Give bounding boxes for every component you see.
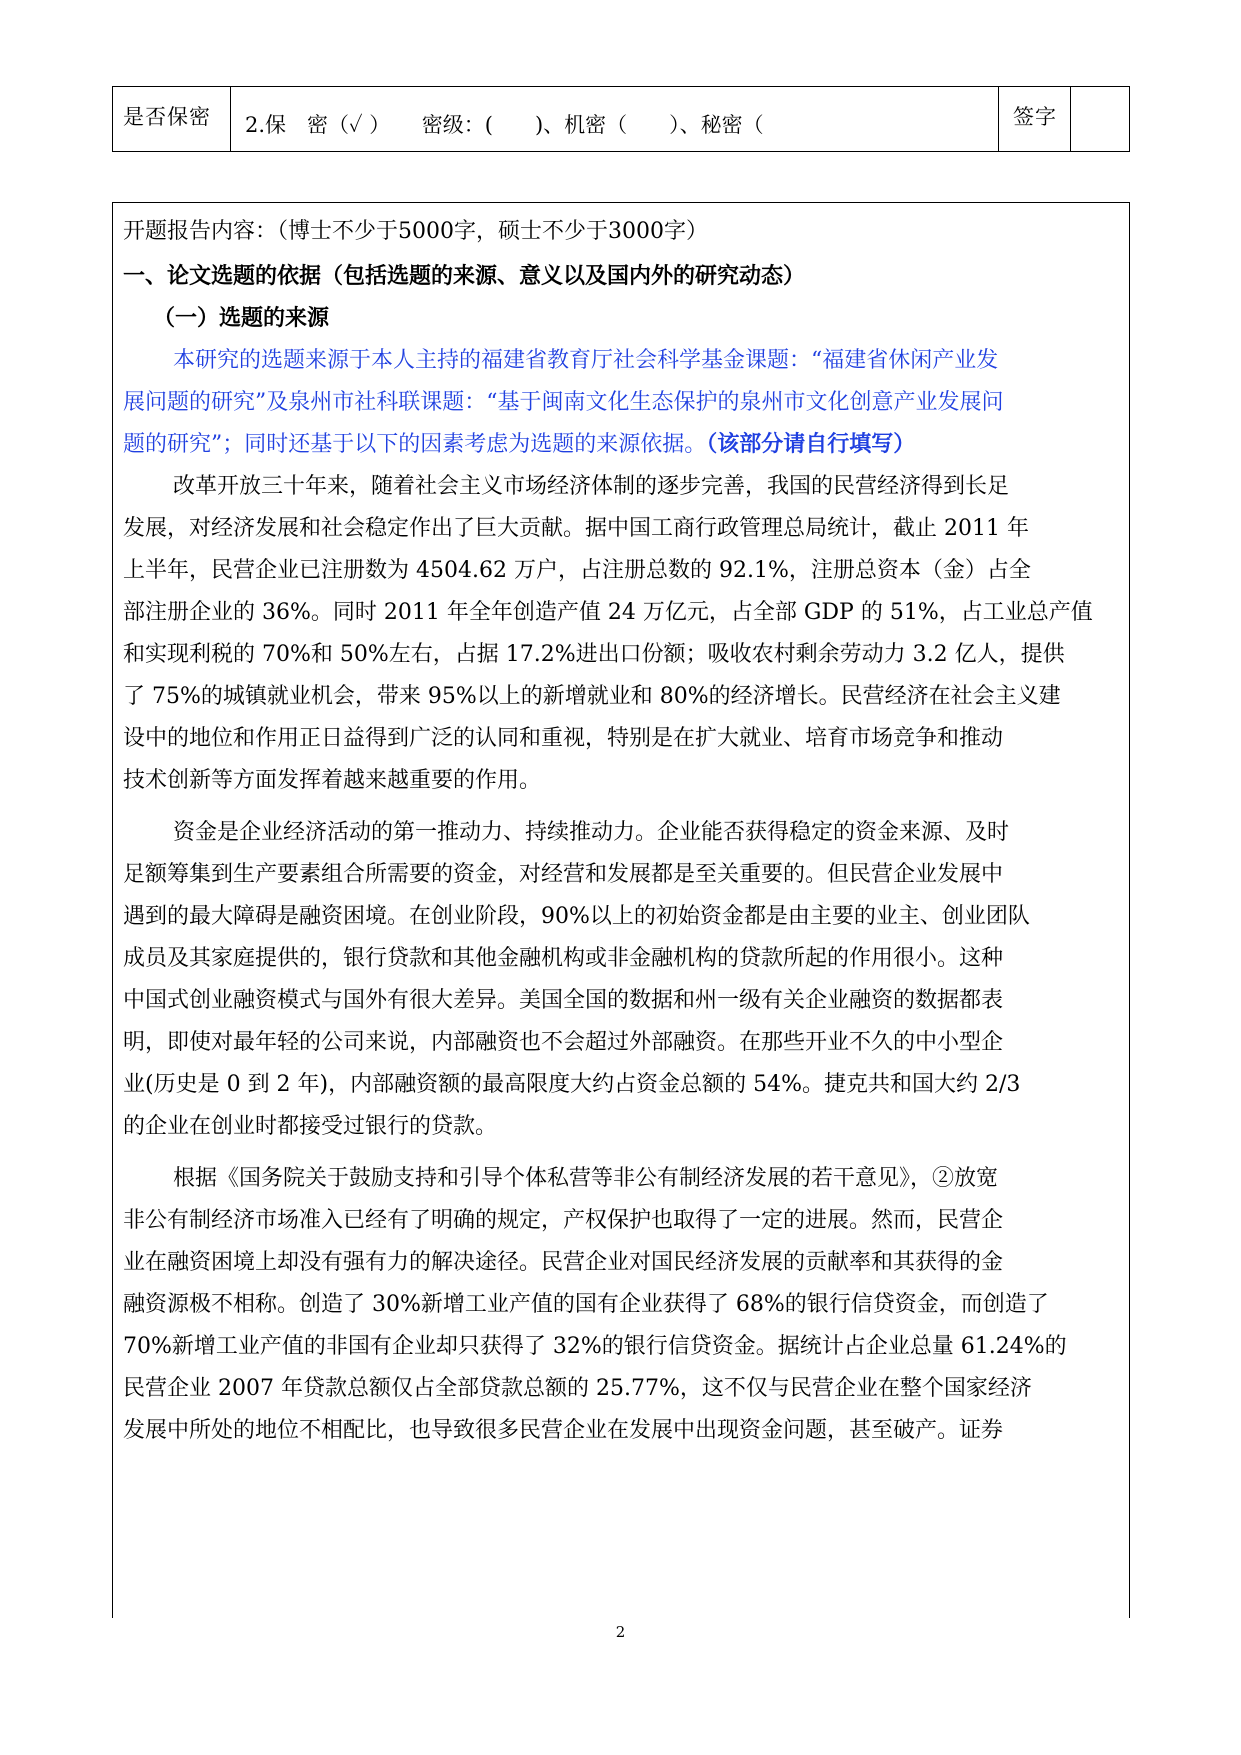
source-line-text: 题的研究”；同时还基于以下的因素考虑为选题的来源依据。	[123, 432, 707, 457]
para2-line: 业(历史是 0 到 2 年)，内部融资额的最高限度大约占资金总额的 54%。捷克共和国大约 2/3	[123, 1072, 1021, 1097]
para1-line: 部注册企业的 36%。同时 2011 年全年创造产值 24 万亿元，占全部 GDP 的 51%，占工业总产值	[123, 600, 1093, 625]
secrecy-level-cell	[231, 87, 999, 151]
source-line: 展问题的研究”及泉州市社科联课题：“基于闽南文化生态保护的泉州市文化创意产业发展问	[123, 390, 1004, 415]
subsection-title: （一）选题的来源	[153, 306, 330, 331]
sign-label: 签字	[1013, 105, 1057, 129]
para2-line: 的企业在创业时都接受过银行的贷款。	[123, 1114, 498, 1139]
section-title: 一、论文选题的依据（包括选题的来源、意义以及国内外的研究动态）	[123, 264, 806, 289]
para3-line: 民营企业 2007 年贷款总额仅占全部贷款总额的 25.77%，这不仅与民营企业在整个国家经济	[123, 1376, 1032, 1401]
para1-line: 上半年，民营企业已注册数为 4504.62 万户，占注册总数的 92.1%，注册总资本（金）占全	[123, 558, 1031, 583]
fill-in-note: （该部分请自行填写）	[706, 432, 916, 457]
para1-line: 技术创新等方面发挥着越来越重要的作用。	[123, 768, 542, 793]
para3-line: 发展中所处的地位不相配比，也导致很多民营企业在发展中出现资金问题，甚至破产。证券	[123, 1418, 1004, 1443]
page-number: 2	[615, 1623, 626, 1641]
para1-line: 改革开放三十年来，随着社会主义市场经济体制的逐步完善，我国的民营经济得到长足	[173, 474, 1010, 499]
report-content-box	[112, 202, 1130, 1618]
para3-line: 非公有制经济市场准入已经有了明确的规定，产权保护也取得了一定的进展。然而，民营企	[123, 1208, 1004, 1233]
secrecy-level-text: 2.保 密（✓ ） 密级：( )、机密（ ）、秘密（	[245, 113, 764, 137]
secrecy-table	[112, 86, 1130, 152]
sign-label-cell	[999, 87, 1071, 151]
source-line	[123, 432, 1119, 458]
content-header: 开题报告内容：（博士不少于5000字，硕士不少于3000字）	[123, 219, 708, 244]
secrecy-label: 是否保密	[123, 105, 211, 129]
para2-line: 资金是企业经济活动的第一推动力、持续推动力。企业能否获得稳定的资金来源、及时	[173, 820, 1010, 845]
para1-line: 设中的地位和作用正日益得到广泛的认同和重视，特别是在扩大就业、培育市场竞争和推动	[123, 726, 1004, 751]
sign-field[interactable]	[1071, 87, 1131, 151]
para2-line: 遇到的最大障碍是融资困境。在创业阶段，90%以上的初始资金都是由主要的业主、创业团队	[123, 904, 1030, 929]
para2-line: 明，即使对最年轻的公司来说，内部融资也不会超过外部融资。在那些开业不久的中小型企	[123, 1030, 1004, 1055]
para2-line: 中国式创业融资模式与国外有很大差异。美国全国的数据和州一级有关企业融资的数据都表	[123, 988, 1004, 1013]
para1-line: 了 75%的城镇就业机会，带来 95%以上的新增就业和 80%的经济增长。民营经济在社会主义建	[123, 684, 1061, 709]
para2-line: 足额筹集到生产要素组合所需要的资金，对经营和发展都是至关重要的。但民营企业发展中	[123, 862, 1004, 887]
para1-line: 发展，对经济发展和社会稳定作出了巨大贡献。据中国工商行政管理总局统计，截止 2011 年	[123, 516, 1029, 541]
para2-line: 成员及其家庭提供的，银行贷款和其他金融机构或非金融机构的贷款所起的作用很小。这种	[123, 946, 1004, 971]
para1-line: 和实现利税的 70%和 50%左右，占据 17.2%进出口份额；吸收农村剩余劳动力 3.2 亿人，提供	[123, 642, 1065, 667]
para3-line: 根据《国务院关于鼓励支持和引导个体私营等非公有制经济发展的若干意见》，②放宽	[173, 1166, 999, 1191]
secrecy-label-cell	[113, 87, 231, 151]
para3-line: 70%新增工业产值的非国有企业却只获得了 32%的银行信贷资金。据统计占企业总量 61.24%的	[123, 1334, 1067, 1359]
para3-line: 融资源极不相称。创造了 30%新增工业产值的国有企业获得了 68%的银行信贷资金，而创造了	[123, 1292, 1049, 1317]
para3-line: 业在融资困境上却没有强有力的解决途径。民营企业对国民经济发展的贡献率和其获得的金	[123, 1250, 1004, 1275]
source-line: 本研究的选题来源于本人主持的福建省教育厅社会科学基金课题：“福建省休闲产业发	[173, 348, 999, 373]
